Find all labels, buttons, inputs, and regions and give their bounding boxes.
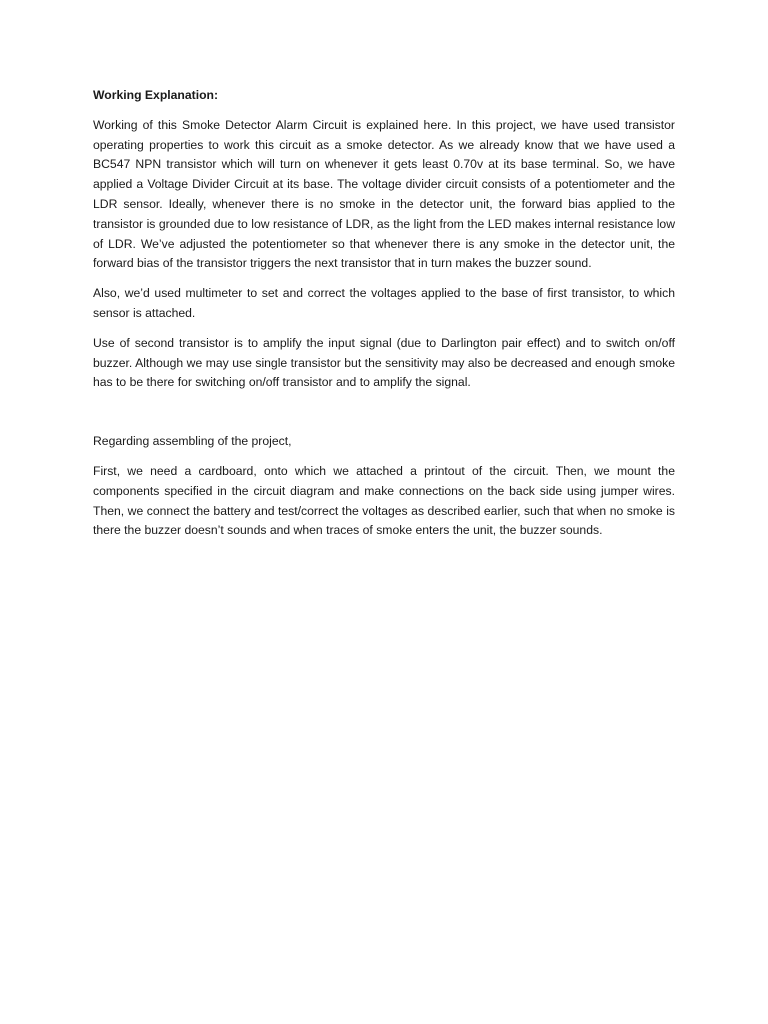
paragraph-assembly: First, we need a cardboard, onto which we attached a printout of the circuit. Then, we mount the components specified in the circuit diagram and make connections on the back side using jumper wires. Then, we connect the battery and test/correct the voltages as described earlier, such that when no smoke is there the buzzer doesn’t sounds and when traces of smoke enters the unit, the buzzer sounds. — [93, 463, 675, 538]
paragraph-second-transistor: Use of second transistor is to amplify the input signal (due to Darlington pair effect) and to switch on/off buzzer. Although we may use single transistor but the sensitivity may also be decreased and enough smoke has to be there for switching on/off transistor and to amplify the signal. — [93, 335, 675, 390]
paragraph-spacer — [93, 403, 675, 432]
assembly-intro: Regarding assembling of the project, — [93, 434, 292, 449]
paragraph-multimeter: Also, we’d used multimeter to set and correct the voltages applied to the base of first transistor, to which sensor is attached. — [93, 286, 675, 320]
paragraph-working: Working of this Smoke Detector Alarm Circuit is explained here. In this project, we have used transistor operating properties to work this circuit as a smoke detector. As we already know that we have used a BC547 NPN transistor which will turn on whenever it gets least 0.70v at its base terminal. So, we have applied a Voltage Divider Circuit at its base. The voltage divider circuit consists of a potentiometer and the LDR sensor. Ideally, whenever there is no smoke in the detector unit, the forward bias applied to the transistor is grounded due to low resistance of LDR, as the light from the LED makes internal resistance low of LDR. We’ve adjusted the potentiometer so that whenever there is any smoke in the detector unit, the forward bias of the transistor triggers the next transistor that in turn makes the buzzer sound. — [93, 117, 675, 271]
section-heading: Working Explanation: — [93, 88, 219, 102]
document-page — [93, 86, 675, 551]
